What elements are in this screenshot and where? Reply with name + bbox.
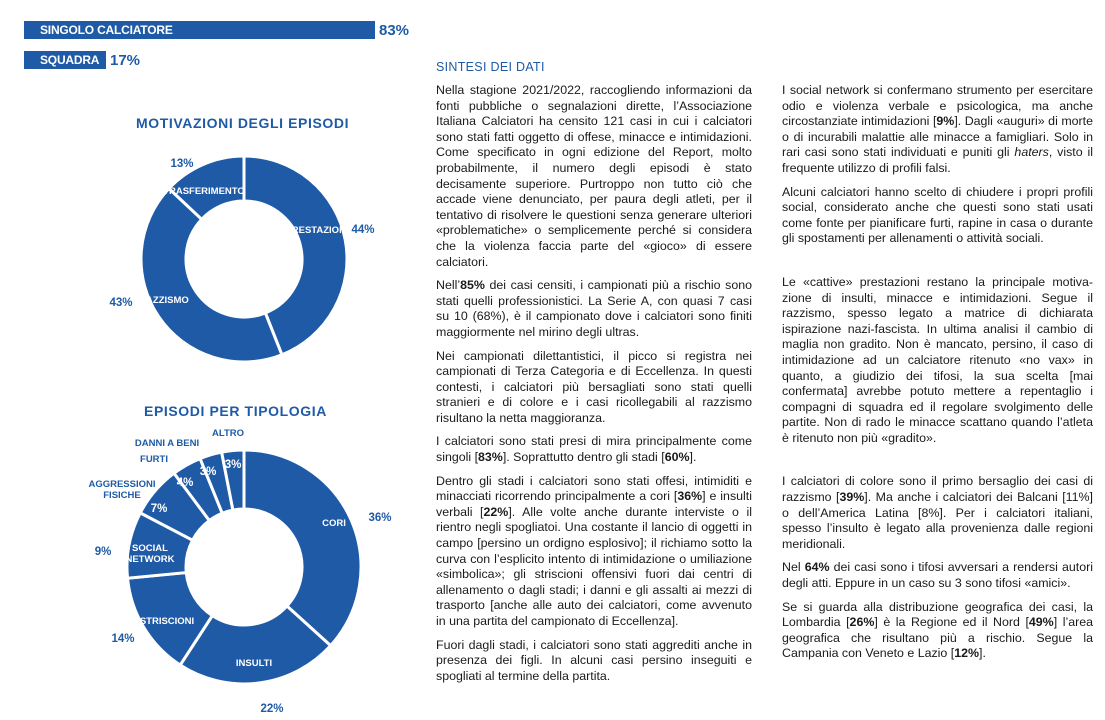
bar-singolo-calciatore: [24, 21, 375, 39]
bar-label: SINGOLO CALCIATORE: [40, 23, 173, 37]
text-column-1: [436, 83, 752, 692]
chart-title-motivazioni: MOTIVAZIONI DEGLI EPISODI: [136, 115, 350, 131]
paragraph: Fuori dagli stadi, i calciatori sono stati aggrediti anche in presenza dei figli. In alcuni casi persino inseguiti e spogliati al termine della partita.: [436, 637, 752, 683]
slice-value-label: 13%: [170, 158, 194, 170]
donut-chart-motivazioni: [0, 140, 400, 400]
bar-label: SQUADRA: [40, 53, 100, 67]
slice-value-label: 44%: [351, 224, 375, 236]
slice-value-label: 7%: [150, 503, 168, 515]
paragraph: Nel 64% dei casi sono i tifosi avversari a rendersi autori degli atti. Eppure in un caso su 3 sono tifosi «amici».: [782, 560, 1093, 591]
section-title: SINTESI DEI DATI: [436, 60, 545, 74]
slice-label: ALTRO: [211, 428, 245, 439]
paragraph: Dentro gli stadi i calciatori sono stati offesi, intimiditi e minacciati ricorrendo principalmente a cori [36%] e insulti verbali [22%]. Alle volte anche durante interviste o il rientro negli spogliatoi. Una costante il lancio di oggetti in campo [persino un ordigno esplosivo]; il richiamo sotto la curva con l’esplicito intento di intimidazione o umiliazione «simbolica»; gli striscioni offensivi fuori dai centri di allenamento o dagli stadi; i danni e gli assalti ai mezzi di trasporto [anche alle auto dei calciatori, come avvenuto in una partita del campionato di Eccellenza].: [436, 473, 752, 628]
paragraph: Le «cattive» prestazioni restano la principale motivazione di insulti, minacce e intimidazioni. Segue il razzismo, spesso legato a matrice di dichiarata ispirazione nazi-fascista. In ultima analisi il cambio di maglia non gradito. Non è mancato, persino, il caso di intimidazione ad un calciatore ritenuto «no vax» in quanto, a giudizio dei tifosi, la sua scelta [mai confermata] avrebbe potuto mettere a repentaglio i compagni di squadra ed il regolare svolgimento delle partite. Non di rado le minacce scattano quando l’atleta è ritenuto non più «gradito».: [782, 274, 1093, 445]
paragraph: Se si guarda alla distribuzione geografica dei casi, la Lombardia [26%] è la Regione ed il Nord [49%] l’area geografica che risultano più a rischio. Segue la Campania con Veneto e Lazio [12%].: [782, 599, 1093, 661]
bar-value-singolo: 83%: [379, 22, 410, 39]
slice-value-label: 3%: [224, 459, 242, 471]
paragraph: I calciatori di colore sono il primo bersaglio dei casi di razzismo [39%]. Ma anche i calciatori dei Balcani [11%] o dell’America Latina [8%]. Per i calciatori italiani, spesso l’insulto è legato alla provenienza dalle regioni meridionali.: [782, 474, 1093, 551]
donut-chart-tipologia: [0, 420, 410, 720]
bar-value-squadra: 17%: [110, 52, 141, 69]
paragraph: Alcuni calciatori hanno scelto di chiudere i propri profili social, considerato anche che questi sono stati usati come fonte per pianificare furti, rapine in casa o durante gli spostamenti per allenamenti o attività sociali.: [782, 184, 1093, 246]
slice-label: PRESTAZIONI: [285, 225, 349, 236]
donut-slice-cori: [244, 450, 361, 646]
slice-value-label: 9%: [94, 546, 112, 558]
slice-label: AGGRESSIONI: [88, 479, 156, 490]
paragraph: I social network si confermano strumento per esercitare odio e violenza verbale e psicologica, ma anche circostanziate intimidazioni [9%]. Dagli «auguri» di morte o di incurabili malattie alle minacce a famigliari. Solo in rari casi sono stati individuati e puniti gli haters, visto il frequente utilizzo di profili falsi.: [782, 83, 1094, 175]
slice-label: FURTI: [140, 454, 168, 465]
paragraph: Nella stagione 2021/2022, raccogliendo informazioni da fonti pubbliche o segnalazioni dirette, l’Associazione Italiana Calciatori ha censito 121 casi in cui i calciatori sono stati fatti oggetto di offese, minacce e intimidazioni. Come specificato in ogni edizione del Report, molto probabilmente, il numero degli episodi è stato decisamente superiore. Purtroppo non tutto ciò che accade viene denunciato, per paura degli atleti, per il tentativo di risolvere le questioni senza generare ulteriori «problematiche» o semplicemente perché si considera che la violenza faccia parte del «gioco» di essere calciatori.: [436, 83, 752, 269]
slice-label: CORI: [322, 518, 346, 529]
slice-label: SOCIAL: [132, 543, 168, 554]
slice-value-label: 3%: [199, 466, 217, 478]
slice-value-label: 43%: [109, 297, 133, 309]
slice-value-label: 4%: [176, 477, 194, 489]
paragraph: Nei campionati dilettantistici, il picco si registra nei campionati di Terza Categoria e di Eccellenza. In questi contesti, i calciatori più bersagliati sono stati quelli stranieri e di colore e i casi ricollegabili al razzismo risultano la netta maggioranza.: [436, 348, 752, 425]
slice-label: DANNI A BENI: [134, 438, 200, 449]
slice-label: NETWORK: [125, 554, 175, 565]
slice-label: FISICHE: [103, 490, 141, 501]
donut-slice-razzismo: [141, 188, 282, 362]
paragraph: I calciatori sono stati presi di mira principalmente come singoli [83%]. Soprattutto dentro gli stadi [60%].: [436, 434, 752, 465]
paragraph: Nell’85% dei casi censiti, i campionati più a rischio sono stati quelli professionistici. La Serie A, con quasi 7 casi su 10 (68%), è il campionato dove i calciatori sono finiti maggiormente nel mirino degli ultras.: [436, 278, 752, 339]
text-column-2: [782, 83, 1093, 670]
slice-label: STRISCIONI: [139, 616, 195, 627]
slice-value-label: 14%: [111, 633, 135, 645]
slice-value-label: 36%: [368, 512, 392, 524]
slice-label: INSULTI: [235, 658, 273, 669]
slice-value-label: 22%: [260, 703, 284, 715]
slice-label: TRASFERIMENTO: [163, 186, 245, 197]
bar-squadra: [24, 51, 106, 69]
slice-label: RAZZISMO: [139, 295, 189, 306]
chart-title-tipologia: EPISODI PER TIPOLOGIA: [144, 403, 327, 419]
